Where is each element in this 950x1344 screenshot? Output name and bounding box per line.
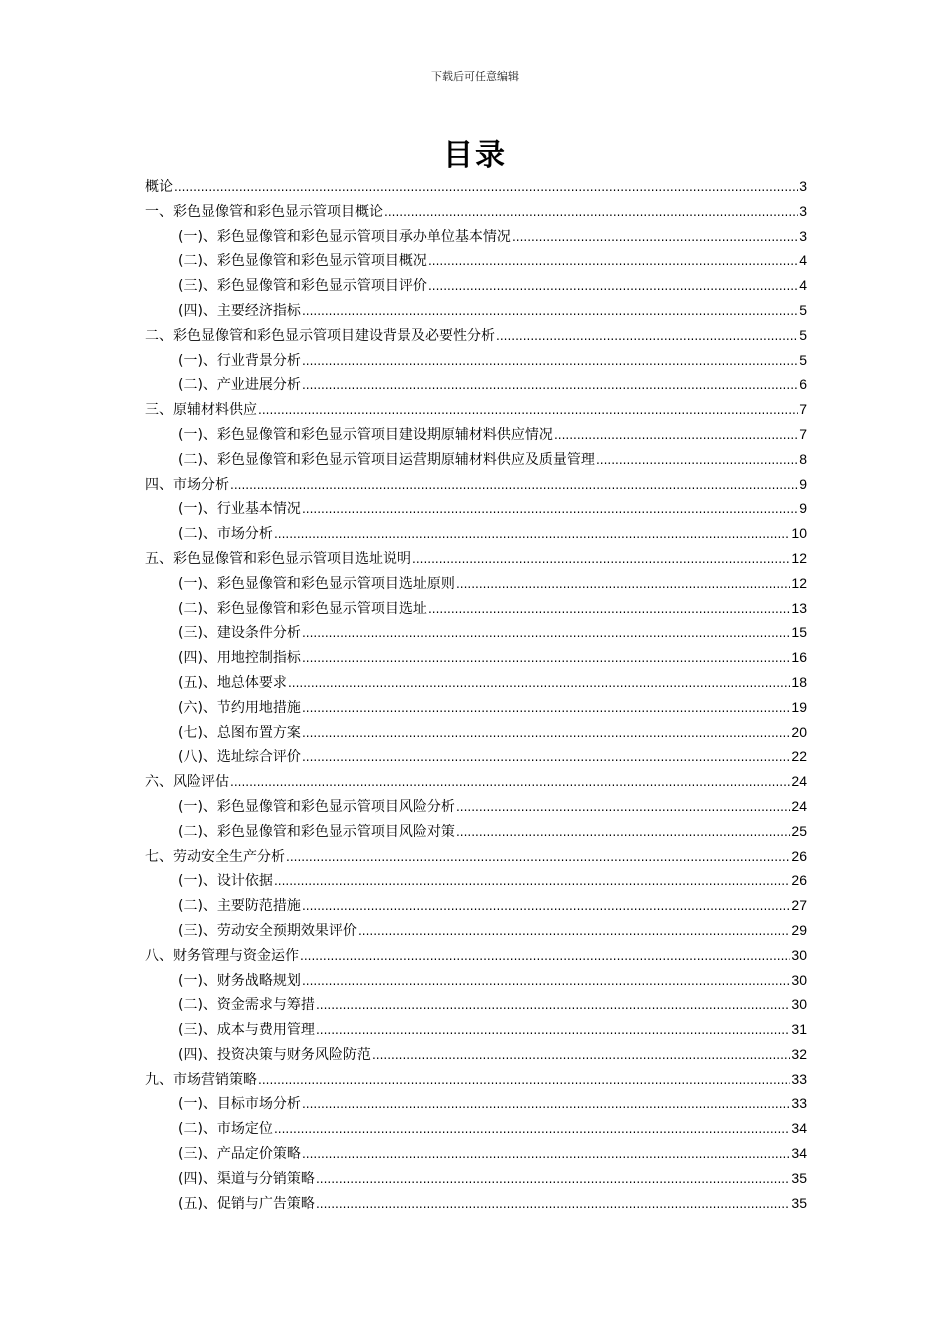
toc-entry-label: (三)、建设条件分析 — [178, 625, 301, 642]
toc-entry[interactable] — [145, 794, 807, 819]
toc-entry-label: (一)、彩色显像管和彩色显示管项目承办单位基本情况 — [178, 228, 511, 245]
toc-dot-leader — [316, 1167, 790, 1192]
toc-dot-leader — [230, 473, 798, 498]
toc-entry-label: (三)、劳动安全预期效果评价 — [178, 922, 357, 939]
toc-entry-label: (三)、成本与费用管理 — [178, 1022, 315, 1039]
toc-entry[interactable] — [145, 596, 807, 621]
toc-entry[interactable] — [145, 422, 807, 447]
toc-entry-page-number: 20 — [791, 723, 807, 740]
toc-dot-leader — [496, 324, 798, 349]
toc-dot-leader — [258, 1068, 790, 1093]
toc-entry-label: (一)、行业背景分析 — [178, 352, 301, 369]
page-title: 目录 — [443, 138, 507, 173]
toc-entry-label: (一)、目标市场分析 — [178, 1096, 301, 1113]
toc-entry-page-number: 3 — [799, 178, 807, 194]
toc-dot-leader — [302, 373, 798, 398]
toc-entry[interactable] — [145, 1116, 807, 1141]
toc-entry-page-number: 6 — [799, 376, 807, 393]
toc-entry-page-number: 26 — [791, 847, 807, 864]
toc-entry-page-number: 34 — [791, 1120, 807, 1137]
toc-entry-page-number: 5 — [799, 351, 807, 368]
toc-dot-leader — [316, 1018, 790, 1043]
toc-entry-page-number: 33 — [791, 1070, 807, 1087]
toc-entry-label: (一)、彩色显像管和彩色显示管项目建设期原辅材料供应情况 — [178, 426, 553, 443]
toc-dot-leader — [456, 820, 790, 845]
toc-entry-label: (六)、节约用地措施 — [178, 699, 301, 716]
toc-dot-leader — [316, 993, 790, 1018]
toc-entry[interactable] — [145, 720, 807, 745]
toc-entry-page-number: 25 — [791, 822, 807, 839]
toc-entry-page-number: 32 — [791, 1045, 807, 1062]
toc-entry-page-number: 8 — [799, 450, 807, 467]
toc-entry-label: (二)、市场分析 — [178, 526, 273, 543]
toc-dot-leader — [274, 1117, 790, 1142]
toc-entry[interactable] — [145, 645, 807, 670]
toc-dot-leader — [302, 646, 790, 671]
toc-entry[interactable] — [145, 769, 807, 794]
toc-entry-label: (一)、彩色显像管和彩色显示管项目风险分析 — [178, 798, 455, 815]
toc-entry[interactable] — [145, 496, 807, 521]
toc-entry[interactable] — [145, 744, 807, 769]
toc-dot-leader — [302, 745, 790, 770]
toc-entry-page-number: 7 — [799, 401, 807, 418]
toc-entry[interactable] — [145, 1166, 807, 1191]
toc-entry-label: (四)、主要经济指标 — [178, 302, 301, 319]
toc-dot-leader — [596, 448, 798, 473]
toc-entry-label: (八)、选址综合评价 — [178, 749, 301, 766]
toc-entry-page-number: 7 — [799, 425, 807, 442]
toc-dot-leader — [554, 423, 798, 448]
toc-entry[interactable] — [145, 224, 807, 249]
toc-entry-page-number: 22 — [791, 748, 807, 765]
toc-entry-label: (三)、彩色显像管和彩色显示管项目评价 — [178, 278, 427, 295]
toc-dot-leader — [258, 398, 798, 423]
table-of-contents — [145, 174, 807, 1215]
toc-entry-page-number: 24 — [791, 773, 807, 790]
toc-dot-leader — [302, 299, 798, 324]
toc-entry-label: (一)、彩色显像管和彩色显示管项目选址原则 — [178, 575, 455, 592]
toc-entry[interactable] — [145, 844, 807, 869]
toc-entry-page-number: 10 — [791, 525, 807, 542]
toc-entry-page-number: 9 — [799, 475, 807, 492]
toc-entry[interactable] — [145, 695, 807, 720]
toc-dot-leader — [286, 845, 790, 870]
toc-entry-page-number: 29 — [791, 921, 807, 938]
toc-entry[interactable] — [145, 348, 807, 373]
toc-entry-page-number: 19 — [791, 698, 807, 715]
toc-dot-leader — [302, 969, 790, 994]
toc-entry-label: (一)、行业基本情况 — [178, 501, 301, 518]
toc-entry[interactable] — [145, 819, 807, 844]
toc-entry-page-number: 3 — [799, 227, 807, 244]
toc-entry-label: (二)、产业进展分析 — [178, 377, 301, 394]
toc-entry-page-number: 26 — [791, 872, 807, 889]
toc-entry-label: 九、市场营销策略 — [145, 1071, 257, 1088]
toc-entry-label: 四、市场分析 — [145, 476, 229, 493]
toc-entry-page-number: 31 — [791, 1021, 807, 1038]
toc-entry[interactable] — [145, 199, 807, 224]
toc-dot-leader — [456, 572, 790, 597]
toc-entry-page-number: 12 — [791, 549, 807, 566]
toc-dot-leader — [302, 497, 798, 522]
toc-entry-label: 概论 — [145, 179, 173, 195]
toc-entry[interactable] — [145, 1067, 807, 1092]
toc-dot-leader — [316, 1192, 790, 1217]
toc-entry-label: (二)、彩色显像管和彩色显示管项目概况 — [178, 253, 427, 270]
toc-dot-leader — [456, 795, 790, 820]
toc-entry[interactable] — [145, 1017, 807, 1042]
header-note: 下载后可任意编辑 — [431, 70, 519, 83]
toc-dot-leader — [274, 869, 790, 894]
toc-dot-leader — [302, 721, 790, 746]
toc-dot-leader — [288, 671, 790, 696]
toc-entry-label: 六、风险评估 — [145, 774, 229, 791]
toc-entry-page-number: 5 — [799, 301, 807, 318]
toc-entry-page-number: 18 — [791, 673, 807, 690]
toc-entry-label: 三、原辅材料供应 — [145, 402, 257, 419]
toc-dot-leader — [302, 696, 790, 721]
toc-entry[interactable] — [145, 323, 807, 348]
toc-entry-label: (七)、总图布置方案 — [178, 724, 301, 741]
toc-entry[interactable] — [145, 968, 807, 993]
toc-entry-page-number: 33 — [791, 1095, 807, 1112]
toc-entry-label: 一、彩色显像管和彩色显示管项目概论 — [145, 203, 383, 220]
toc-dot-leader — [230, 770, 790, 795]
toc-entry-page-number: 3 — [799, 202, 807, 219]
toc-entry-label: (二)、彩色显像管和彩色显示管项目选址 — [178, 600, 427, 617]
toc-entry-page-number: 9 — [799, 500, 807, 517]
toc-entry[interactable] — [145, 893, 807, 918]
toc-entry-page-number: 4 — [799, 252, 807, 269]
toc-entry[interactable] — [145, 620, 807, 645]
toc-entry-label: (五)、促销与广告策略 — [178, 1195, 315, 1212]
toc-entry-label: (二)、彩色显像管和彩色显示管项目风险对策 — [178, 823, 455, 840]
toc-dot-leader — [302, 349, 798, 374]
toc-dot-leader — [428, 597, 790, 622]
toc-entry-label: (二)、主要防范措施 — [178, 898, 301, 915]
toc-dot-leader — [372, 1043, 790, 1068]
toc-entry[interactable] — [145, 1141, 807, 1166]
toc-dot-leader — [428, 274, 798, 299]
toc-entry[interactable] — [145, 447, 807, 472]
toc-entry-label: (四)、用地控制指标 — [178, 650, 301, 667]
toc-dot-leader — [274, 522, 790, 547]
toc-entry[interactable] — [145, 273, 807, 298]
toc-entry[interactable] — [145, 868, 807, 893]
toc-entry[interactable] — [145, 174, 807, 199]
toc-entry[interactable] — [145, 546, 807, 571]
toc-dot-leader — [428, 249, 798, 274]
toc-entry[interactable] — [145, 1191, 807, 1216]
toc-entry-page-number: 30 — [791, 996, 807, 1013]
toc-dot-leader — [302, 1142, 790, 1167]
toc-entry-page-number: 24 — [791, 797, 807, 814]
toc-entry-label: (三)、产品定价策略 — [178, 1146, 301, 1163]
toc-entry[interactable] — [145, 1091, 807, 1116]
toc-entry[interactable] — [145, 670, 807, 695]
toc-entry-label: (二)、市场定位 — [178, 1121, 273, 1138]
toc-entry-label: (四)、渠道与分销策略 — [178, 1170, 315, 1187]
toc-dot-leader — [302, 894, 790, 919]
toc-entry[interactable] — [145, 571, 807, 596]
toc-entry-label: 八、财务管理与资金运作 — [145, 947, 299, 964]
toc-dot-leader — [412, 547, 790, 572]
toc-entry-page-number: 30 — [791, 946, 807, 963]
toc-entry-page-number: 27 — [791, 897, 807, 914]
toc-entry[interactable] — [145, 1042, 807, 1067]
toc-entry-page-number: 35 — [791, 1169, 807, 1186]
toc-entry-label: (二)、资金需求与筹措 — [178, 997, 315, 1014]
toc-dot-leader — [358, 919, 790, 944]
toc-entry-page-number: 30 — [791, 971, 807, 988]
toc-entry-label: (二)、彩色显像管和彩色显示管项目运营期原辅材料供应及质量管理 — [178, 451, 595, 468]
toc-entry[interactable] — [145, 521, 807, 546]
toc-entry-page-number: 35 — [791, 1194, 807, 1211]
toc-dot-leader — [302, 1092, 790, 1117]
toc-dot-leader — [384, 200, 798, 225]
toc-entry[interactable] — [145, 372, 807, 397]
toc-dot-leader — [512, 225, 798, 250]
toc-entry-label: (四)、投资决策与财务风险防范 — [178, 1046, 371, 1063]
toc-entry-page-number: 15 — [791, 624, 807, 641]
toc-entry-label: 五、彩色显像管和彩色显示管项目选址说明 — [145, 550, 411, 567]
toc-entry-label: 二、彩色显像管和彩色显示管项目建设背景及必要性分析 — [145, 327, 495, 344]
toc-entry-label: (五)、地总体要求 — [178, 674, 287, 691]
toc-entry-page-number: 12 — [791, 574, 807, 591]
toc-entry-label: 七、劳动安全生产分析 — [145, 848, 285, 865]
toc-entry[interactable] — [145, 248, 807, 273]
toc-dot-leader — [302, 621, 790, 646]
toc-entry-page-number: 13 — [791, 599, 807, 616]
toc-entry[interactable] — [145, 918, 807, 943]
toc-entry[interactable] — [145, 943, 807, 968]
toc-entry[interactable] — [145, 397, 807, 422]
toc-entry[interactable] — [145, 298, 807, 323]
toc-entry-label: (一)、财务战略规划 — [178, 972, 301, 989]
toc-entry-label: (一)、设计依据 — [178, 873, 273, 890]
toc-entry[interactable] — [145, 992, 807, 1017]
toc-dot-leader — [300, 944, 790, 969]
toc-entry-page-number: 16 — [791, 649, 807, 666]
toc-entry-page-number: 4 — [799, 277, 807, 294]
toc-entry[interactable] — [145, 472, 807, 497]
toc-dot-leader — [174, 175, 798, 200]
toc-entry-page-number: 34 — [791, 1145, 807, 1162]
toc-entry-page-number: 5 — [799, 326, 807, 343]
